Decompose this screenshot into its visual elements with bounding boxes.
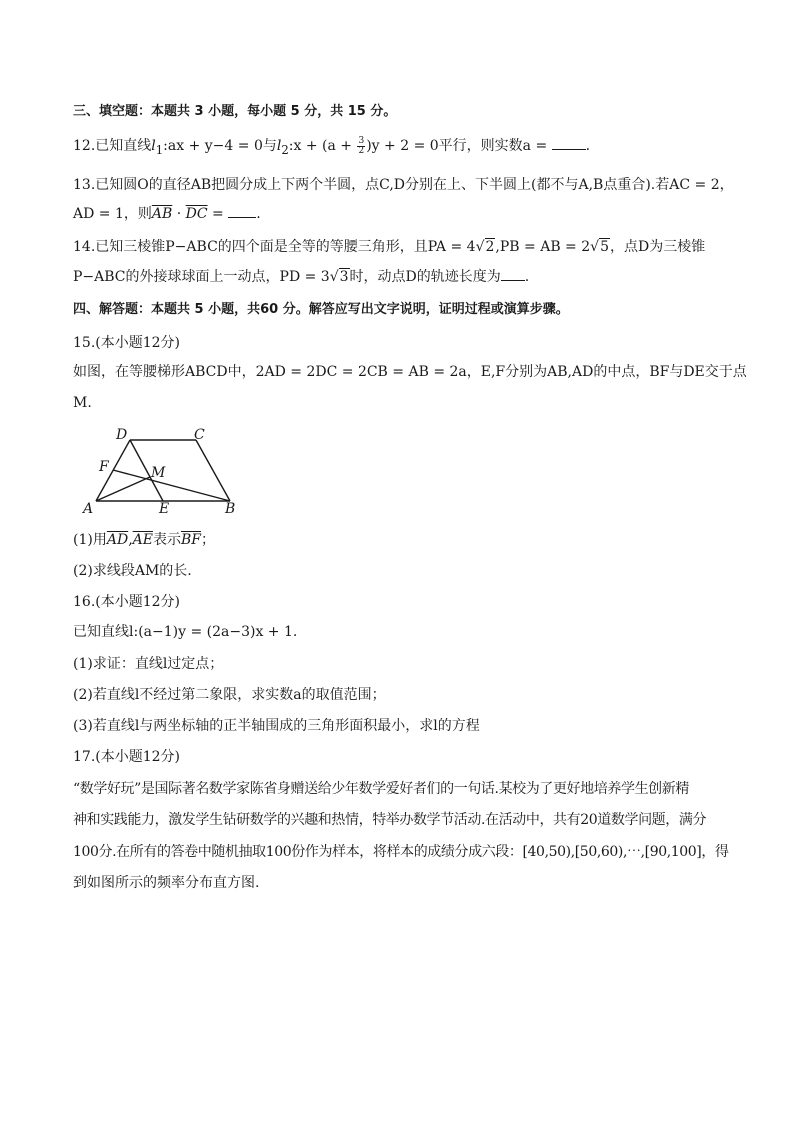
fraction-three-halves: $\frac{3}{2}$ xyxy=(358,135,365,156)
question-15-title: 15.(本小题12分) xyxy=(73,335,181,351)
question-17-line-4: 到如图所示的频率分布直方图. xyxy=(73,875,260,891)
question-17-title: 17.(本小题12分) xyxy=(73,749,181,765)
question-14-line-2: P−ABC的外接球球面上一动点，PD = 3√3时，动点D的轨迹长度为 . xyxy=(73,269,530,285)
question-17-line-3: 100分.在所有的答卷中随机抽取100份作为样本，将样本的成绩分成六段：[40,50),[50,60),⋯,[90,100]，得 xyxy=(73,844,729,860)
question-13-line-2: AD = 1，则$\overline{AB} \cdot \overline{DC}$ = . xyxy=(73,206,261,222)
question-16-part-1: (1)求证：直线l过定点； xyxy=(73,656,224,672)
sqrt-sign: √ xyxy=(475,239,485,255)
question-12: 12.已知直线$l_1:ax + y-4 = 0$与$l_2:x + (a$ + $\frac{3}{2}$ )y + 2 = 0平行，则实数a = . xyxy=(73,135,591,157)
question-15-part-2: (2)求线段AM的长. xyxy=(73,563,192,579)
answer-blank xyxy=(228,205,256,218)
question-15-stem-line-2: M. xyxy=(73,395,92,411)
trapezoid-figure xyxy=(80,425,250,517)
label-a: A xyxy=(83,501,94,517)
segment-cb xyxy=(196,440,230,501)
label-f: F xyxy=(99,459,109,475)
label-d: D xyxy=(116,427,128,443)
question-13-line-1: 13.已知圆O的直径AB把圆分成上下两个半圆，点C,D分别在上、下半圆上(都不与A,B点重合).若AC = 2， xyxy=(73,177,734,193)
question-15-part-1: (1)用$\overline{AD},\overline{AE}$表示$\overline{BF}$； xyxy=(73,532,215,548)
sqrt-sign: √ xyxy=(590,239,600,255)
question-17-line-1: “数学好玩”是国际著名数学家陈省身赠送给少年数学爱好者们的一句话.某校为了更好地培养学生创新精 xyxy=(73,781,689,797)
sqrt-sign: √ xyxy=(329,269,339,285)
section-four-header: 四、解答题：本题共 5 小题，共60 分。解答应写出文字说明，证明过程或演算步骤。 xyxy=(73,302,569,317)
question-15-stem-line-1: 如图，在等腰梯形ABCD中，2AD = 2DC = 2CB = AB = 2a，E,F分别为AB,AD的中点，BF与DE交于点 xyxy=(73,364,747,380)
segment-am xyxy=(96,477,150,501)
question-16-title: 16.(本小题12分) xyxy=(73,594,181,610)
label-m: M xyxy=(151,465,166,481)
label-c: C xyxy=(194,427,205,443)
question-14-line-1: 14.已知三棱锥P−ABC的四个面是全等的等腰三角形，且PA = 4√2,PB = AB = 2√5，点D为三棱锥 xyxy=(73,239,706,255)
question-16-stem: 已知直线l:(a−1)y = (2a−3)x + 1. xyxy=(73,624,298,640)
question-16-part-2: (2)若直线l不经过第二象限，求实数a的取值范围； xyxy=(73,687,386,703)
answer-blank xyxy=(552,137,586,150)
label-e: E xyxy=(159,501,170,517)
question-17-line-2: 神和实践能力，激发学生钻研数学的兴趣和热情，特举办数学节活动.在活动中，共有20道数学问题，满分 xyxy=(73,812,707,828)
question-16-part-3: (3)若直线l与两坐标轴的正半轴围成的三角形面积最小，求l的方程 xyxy=(73,718,480,734)
answer-blank xyxy=(501,268,525,281)
label-b: B xyxy=(225,501,236,517)
section-three-header: 三、填空题：本题共 3 小题，每小题 5 分，共 15 分。 xyxy=(73,104,397,119)
